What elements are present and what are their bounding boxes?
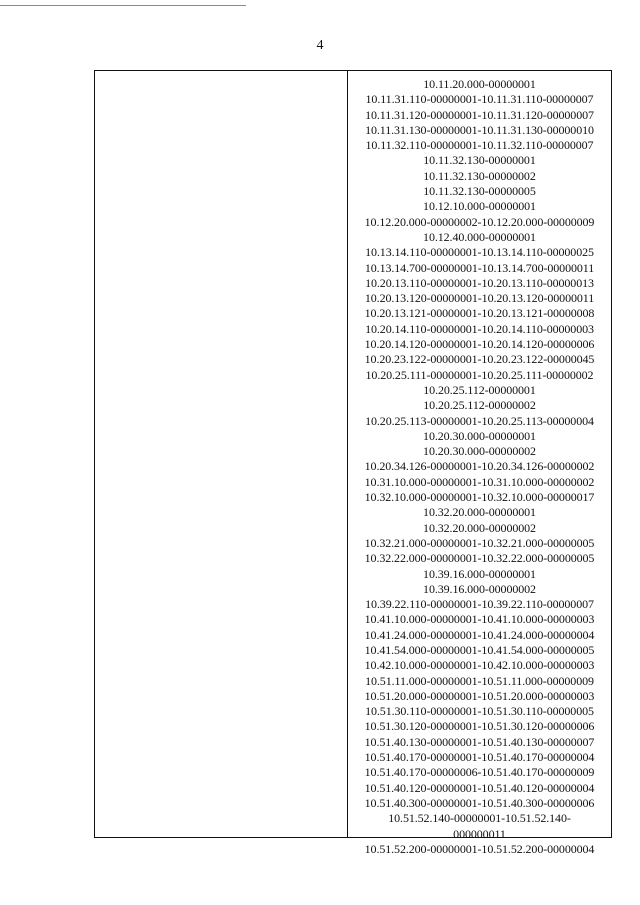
- code-line: 10.11.32.110-00000001-10.11.32.110-00000007: [365, 138, 594, 153]
- code-line: 10.13.14.110-00000001-10.13.14.110-00000025: [365, 245, 594, 260]
- code-line: 10.42.10.000-00000001-10.42.10.000-00000003: [364, 658, 595, 673]
- code-line: 10.51.52.140-00000001-10.51.52.140-: [388, 811, 571, 826]
- code-line: 10.51.30.110-00000001-10.51.30.110-00000005: [365, 704, 594, 719]
- code-line: 10.51.40.300-00000001-10.51.40.300-00000006: [364, 795, 595, 810]
- table-left-cell: [95, 71, 348, 837]
- code-line: 10.20.14.120-00000001-10.20.14.120-00000006: [364, 337, 595, 352]
- code-line: 10.11.32.130-00000005: [423, 184, 536, 199]
- code-line: 10.51.40.170-00000006-10.51.40.170-00000009: [364, 765, 595, 780]
- table-right-cell: [348, 71, 611, 856]
- code-line: 10.51.30.120-00000001-10.51.30.120-00000006: [364, 719, 595, 734]
- code-line: 10.20.13.121-00000001-10.20.13.121-00000008: [364, 306, 595, 321]
- code-line: 10.20.30.000-00000002: [423, 444, 536, 459]
- code-line: 10.41.10.000-00000001-10.41.10.000-00000003: [364, 612, 595, 627]
- code-line: 10.20.34.126-00000001-10.20.34.126-00000002: [364, 459, 595, 474]
- code-line: 10.11.32.130-00000001: [423, 153, 536, 168]
- top-rule: [0, 5, 246, 6]
- code-line: 10.51.52.200-00000001-10.51.52.200-00000004: [364, 841, 595, 856]
- code-line: 10.11.20.000-00000001: [423, 77, 536, 91]
- code-line: 10.20.14.110-00000001-10.20.14.110-00000003: [365, 321, 594, 336]
- code-line: 10.20.13.110-00000001-10.20.13.110-00000013: [365, 275, 594, 290]
- code-line: 10.39.16.000-00000001: [423, 566, 536, 581]
- page-number: 4: [316, 38, 324, 53]
- code-line: 10.41.24.000-00000001-10.41.24.000-00000004: [364, 627, 595, 642]
- code-line: 000000011: [453, 826, 506, 841]
- code-line: 10.39.16.000-00000002: [423, 581, 536, 596]
- code-line: 10.12.20.000-00000002-10.12.20.000-00000009: [364, 214, 595, 229]
- code-line: 10.20.25.111-00000001-10.20.25.111-00000002: [365, 367, 594, 382]
- code-line: 10.41.54.000-00000001-10.41.54.000-00000005: [364, 642, 595, 657]
- code-line: 10.11.31.130-00000001-10.11.31.130-00000010: [365, 122, 594, 137]
- code-line: 10.39.22.110-00000001-10.39.22.110-00000007: [365, 597, 594, 612]
- code-line: 10.32.20.000-00000002: [423, 520, 536, 535]
- code-line: 10.20.25.113-00000001-10.20.25.113-00000004: [365, 413, 594, 428]
- code-line: 10.32.20.000-00000001: [423, 505, 536, 520]
- code-line: 10.20.25.112-00000001: [423, 382, 536, 397]
- code-line: 10.12.10.000-00000001: [423, 199, 536, 214]
- code-line: 10.11.32.130-00000002: [423, 168, 536, 183]
- code-line: 10.20.13.120-00000001-10.20.13.120-00000011: [364, 291, 595, 306]
- code-line: 10.20.25.112-00000002: [423, 398, 536, 413]
- code-line: 10.32.22.000-00000001-10.32.22.000-00000005: [364, 551, 595, 566]
- code-line: 10.32.10.000-00000001-10.32.10.000-00000017: [364, 490, 595, 505]
- codes-table: [94, 70, 612, 856]
- code-line: 10.20.30.000-00000001: [423, 428, 536, 443]
- code-line: 10.51.40.170-00000001-10.51.40.170-00000004: [364, 750, 595, 765]
- code-line: 10.32.21.000-00000001-10.32.21.000-00000005: [364, 535, 595, 550]
- code-line: 10.13.14.700-00000001-10.13.14.700-00000011: [364, 260, 595, 275]
- code-line: 10.11.31.120-00000001-10.11.31.120-00000007: [365, 107, 594, 122]
- code-line: 10.51.11.000-00000001-10.51.11.000-00000009: [365, 673, 594, 688]
- code-line: 10.51.40.130-00000001-10.51.40.130-00000007: [364, 734, 595, 749]
- code-line: 10.11.31.110-00000001-10.11.31.110-00000007: [365, 92, 594, 107]
- code-line: 10.51.40.120-00000001-10.51.40.120-00000004: [364, 780, 595, 795]
- code-line: 10.12.40.000-00000001: [423, 229, 536, 244]
- code-line: 10.51.20.000-00000001-10.51.20.000-00000003: [364, 688, 595, 703]
- code-line: 10.20.23.122-00000001-10.20.23.122-00000045: [364, 352, 595, 367]
- code-line: 10.31.10.000-00000001-10.31.10.000-00000002: [364, 474, 595, 489]
